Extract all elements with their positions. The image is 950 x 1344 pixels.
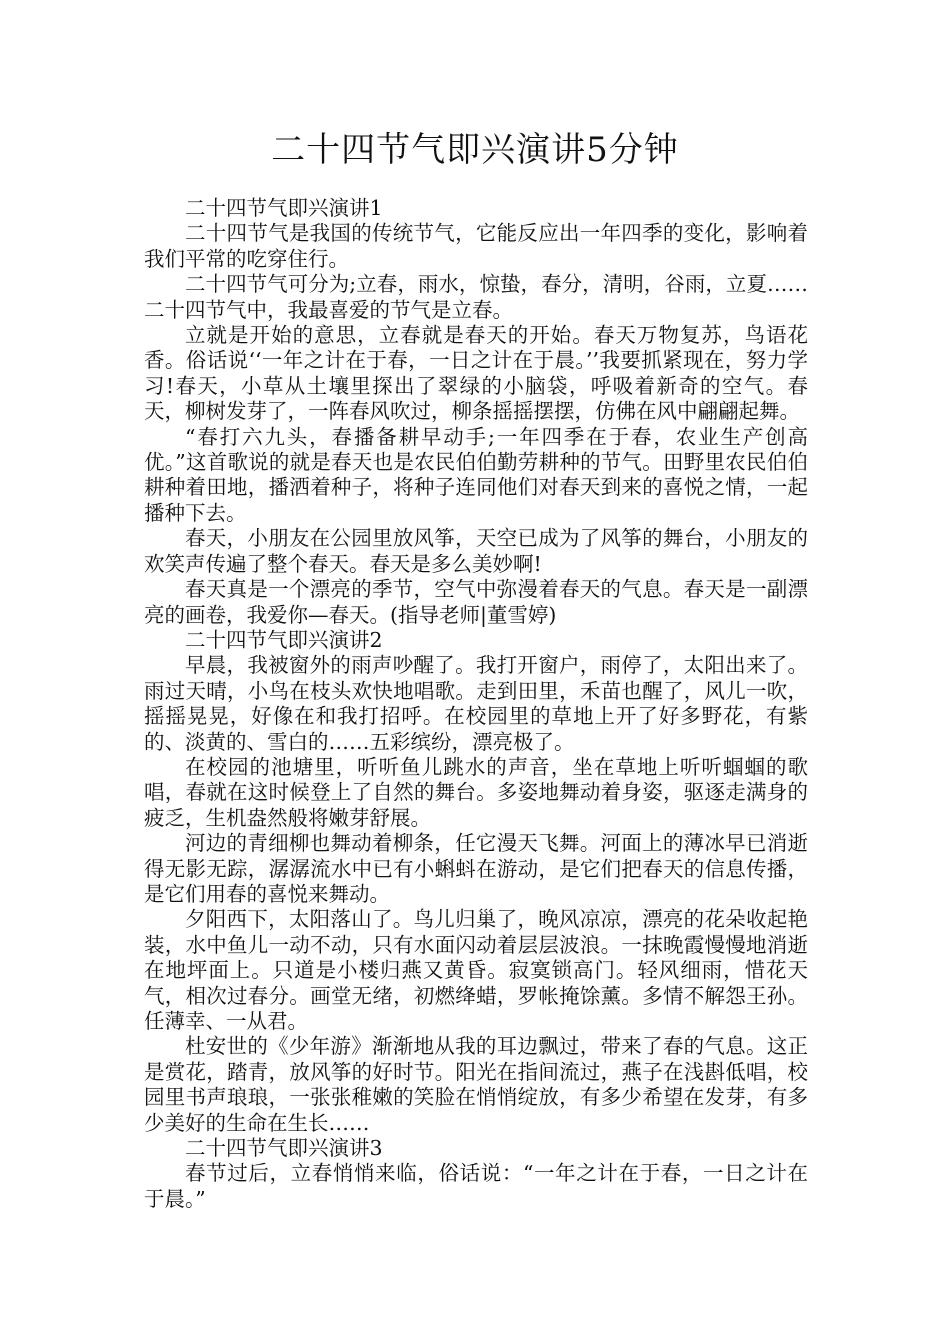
paragraph: 二十四节气是我国的传统节气，它能反应出一年四季的变化，影响着我们平常的吃穿住行。 — [144, 221, 808, 271]
paragraph: 二十四节气可分为;立春，雨水，惊蛰，春分，清明，谷雨，立夏……二十四节气中，我最喜爱的节气是立春。 — [144, 272, 808, 322]
section-heading-2: 二十四节气即兴演讲2 — [185, 627, 383, 652]
page-title: 二十四节气即兴演讲5分钟 — [271, 130, 679, 170]
paragraph: 春天，小朋友在公园里放风筝，天空已成为了风筝的舞台，小朋友的欢笑声传遍了整个春天。春天是多么美妙啊! — [144, 526, 808, 576]
paragraph: 夕阳西下，太阳落山了。鸟儿归巢了，晚风凉凉，漂亮的花朵收起艳装，水中鱼儿一动不动，只有水面闪动着层层波浪。一抹晚霞慢慢地消逝在地坪面上。只道是小楼归燕又黄昏。寂寞锁高门。轻风细雨，惜花天气，相次过春分。画堂无绪，初燃绛蜡，罗帐掩馀薰。多情不解怨王孙。任薄幸、一从君。 — [144, 907, 808, 1033]
paragraph: 河边的青细柳也舞动着柳条，任它漫天飞舞。河面上的薄冰早已消逝得无影无踪，潺潺流水中已有小蝌蚪在游动，是它们把春天的信息传播，是它们用春的喜悦来舞动。 — [144, 831, 808, 906]
paragraph: “春打六九头，春播备耕早动手;一年四季在于春，农业生产创高优。”这首歌说的就是春天也是农民伯伯勤劳耕种的节气。田野里农民伯伯耕种着田地，播洒着种子，将种子连同他们对春天到来的喜悦之情，一起播种下去。 — [144, 424, 808, 525]
paragraph: 在校园的池塘里，听听鱼儿跳水的声音，坐在草地上听听蝈蝈的歌唱，春就在这时候登上了自然的舞台。多姿地舞动着身姿，驱逐走满身的疲乏，生机盎然般将嫩芽舒展。 — [144, 754, 808, 830]
paragraph: 春天真是一个漂亮的季节，空气中弥漫着春天的气息。春天是一副漂亮的画卷，我爱你—春天。(指导老师|董雪婷) — [144, 577, 808, 627]
paragraph: 杜安世的《少年游》渐渐地从我的耳边飘过，带来了春的气息。这正是赏花，踏青，放风筝的好时节。阳光在指间流过，燕子在浅斟低唱，校园里书声琅琅，一张张稚嫩的笑脸在悄悄绽放，有多少希望在发芽，有多少美好的生命在生长…… — [144, 1034, 808, 1135]
paragraph: 立就是开始的意思，立春就是春天的开始。春天万物复苏，鸟语花香。俗话说‘‘一年之计在于春，一日之计在于晨。’’我要抓紧现在，努力学习!春天，小草从土壤里探出了翠绿的小脑袋，呼吸着新奇的空气。春天，柳树发芽了，一阵春风吹过，柳条摇摇摆摆，仿佛在风中翩翩起舞。 — [144, 323, 808, 424]
section-heading-1: 二十四节气即兴演讲1 — [185, 196, 383, 220]
section-heading-3: 二十四节气即兴演讲3 — [185, 1136, 383, 1161]
document-body — [144, 196, 808, 1212]
paragraph: 早晨，我被窗外的雨声吵醒了。我打开窗户，雨停了，太阳出来了。雨过天晴，小鸟在枝头欢快地唱歌。走到田里，禾苗也醒了，风儿一吹，摇摇晃晃，好像在和我打招呼。在校园里的草地上开了好多野花，有紫的、淡黄的、雪白的……五彩缤纷，漂亮极了。 — [144, 653, 808, 754]
paragraph: 春节过后，立春悄悄来临，俗话说：“一年之计在于春，一日之计在于晨。” — [144, 1161, 808, 1211]
